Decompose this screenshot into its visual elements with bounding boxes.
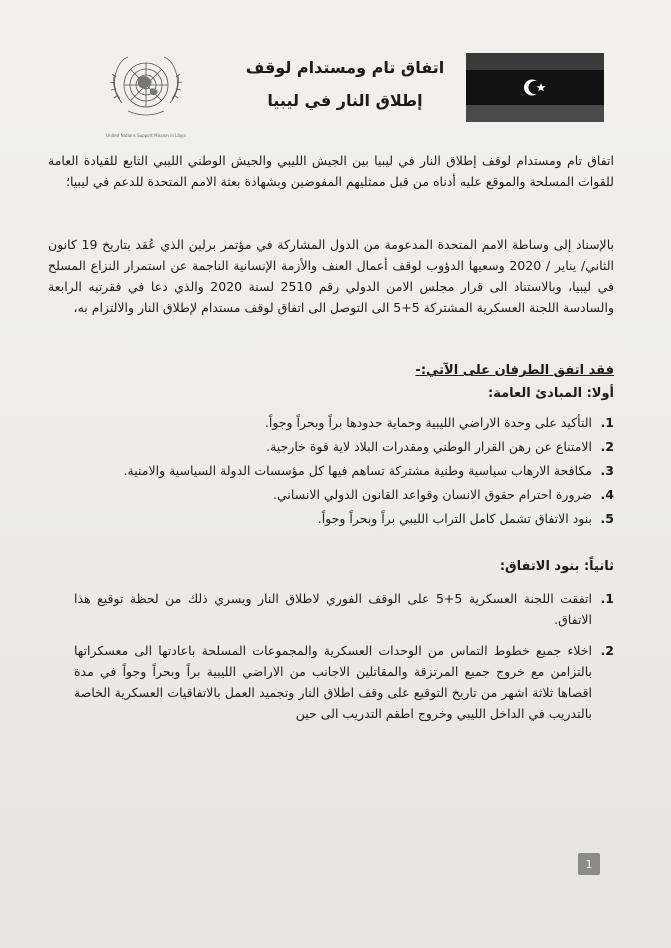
item-number: 2. (600, 439, 614, 454)
item-text: اتفقت اللجنة العسكرية 5+5 على الوقف الفوري لاطلاق النار ويسري ذلك من لحظة توقيع هذا الاتفاق. (74, 591, 593, 627)
item-text: اخلاء جميع خطوط التماس من الوحدات العسكرية والمجموعات المسلحة باعادتها الى معسكراتها بالتزامن مع خروج جميع المرتزقة والمقاتلين الاجانب من الاراضي الليبية براً وبحراً وجواً في مدة اقصاها ثلاثة اشهر من تاريخ التوقيع على وقف اطلاق النار وتجميد العمل بالاتفاقيات العسكرية الخاصة بالتدريب في الداخل الليبي وخروج اطقم التدريب الى حين (74, 643, 592, 721)
item-number: 3. (600, 463, 614, 478)
preamble-paragraph: بالإسناد إلى وساطة الامم المتحدة المدعومة من الدول المشاركة في مؤتمر برلين الذي عُقد بتاريخ 19 كانون الثاني/ يناير / 2020 وسعيها الدؤوب لوقف أعمال العنف والأزمة الإنسانية الناجمة عن استمرار النزاع المسلح في ليبيا، وبالاستناد الى قرار مجلس الامن الدولي رقم 2510 لسنة 2020 والذي دعا في فقرتيه الرابعة والسادسة اللجنة العسكرية المشتركة 5+5 الى التوصل الى اتفاق لوقف مستدام لإطلاق النار والالتزام به، (48, 237, 614, 315)
agreement-terms-list (74, 588, 614, 734)
list-item (74, 484, 614, 505)
logo-caption: United Nations Support Mission in Libya (106, 133, 186, 138)
item-number: 4. (600, 487, 614, 502)
libya-flag (466, 53, 604, 122)
list-item (74, 460, 614, 481)
page-number-badge: 1 (578, 853, 600, 875)
title-line-1: اتفاق تام ومستدام لوقف (245, 58, 445, 77)
document-title (245, 58, 445, 110)
item-number: 5. (600, 511, 614, 526)
item-text: التأكيد على وحدة الاراضي الليبية وحماية حدودها براً وبحراً وجواً. (264, 415, 592, 430)
item-text: الامتناع عن رهن القرار الوطني ومقدرات البلاد لاية قوة خارجية. (266, 439, 592, 454)
un-emblem-logo (98, 47, 194, 147)
section-general-principles-heading: أولا: المبادئ العامة: (488, 386, 614, 401)
libya-flag-icon (466, 53, 604, 122)
title-line-2: إطلاق النار في ليبيا (267, 91, 423, 110)
item-text: ضرورة احترام حقوق الانسان وقواعد القانون الدولي الانساني. (273, 487, 592, 502)
intro-paragraph: اتفاق تام ومستدام لوقف إطلاق النار في ليبيا بين الجيش الليبي والجيش الوطني الليبي التابع للقيادة العامة للقوات المسلحة والموقع عليه أدناه من قبل ممثليهم المفوضين وبشهادة بعثة الامم المتحدة للدعم في ليبيا؛ (48, 153, 614, 189)
agreement-statement: فقد اتفق الطرفان على الآتي:- (415, 363, 614, 378)
list-item (74, 640, 614, 724)
list-item (74, 588, 614, 630)
item-number: 1. (600, 591, 614, 606)
item-number: 1. (600, 415, 614, 430)
item-number: 2. (600, 643, 614, 658)
item-text: مكافحة الارهاب سياسية وطنية مشتركة تساهم فيها كل مؤسسات الدولة السياسية والامنية. (123, 463, 592, 478)
list-item (74, 412, 614, 433)
un-emblem-icon (98, 47, 194, 133)
item-text: بنود الاتفاق تشمل كامل التراب الليبي براً وبحراً وجواً. (317, 511, 592, 526)
list-item (74, 436, 614, 457)
list-item (74, 508, 614, 529)
general-principles-list (74, 412, 614, 532)
section-agreement-terms-heading: ثانياً: بنود الاتفاق: (499, 559, 614, 574)
